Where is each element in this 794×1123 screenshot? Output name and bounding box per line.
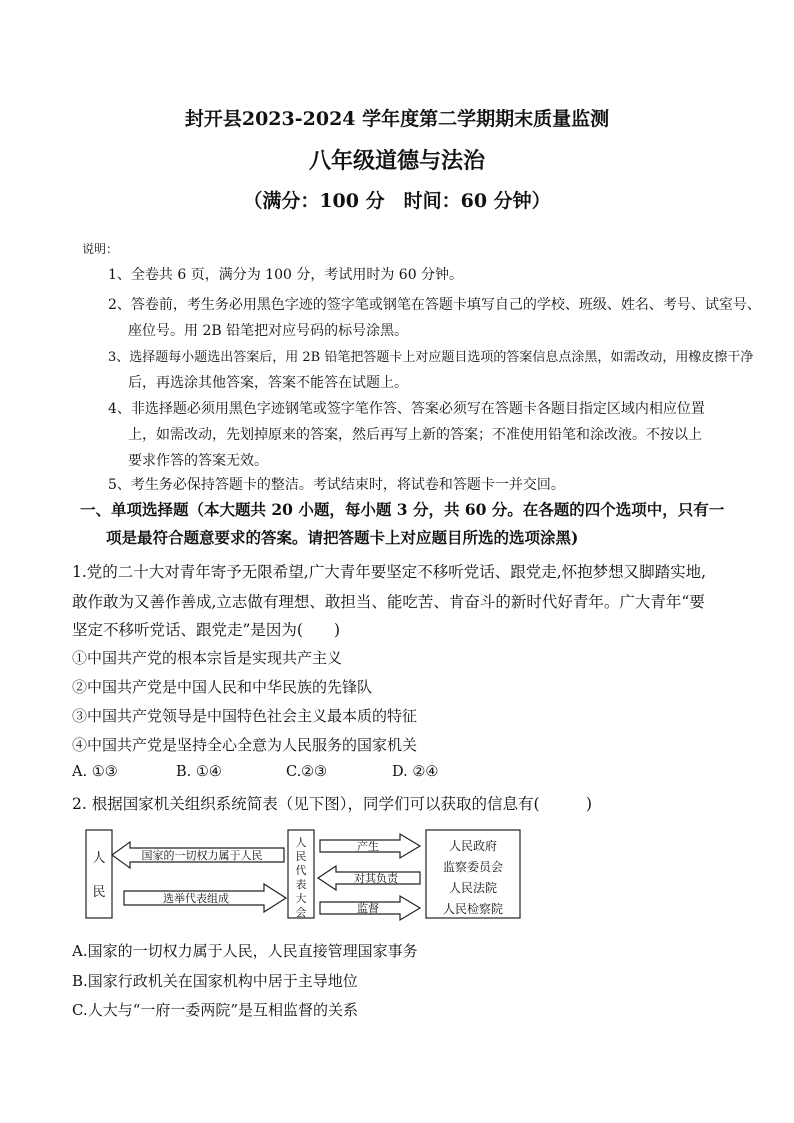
npc-char: 人 (295, 836, 307, 849)
q2-option-a: A.国家的一切权力属于人民，人民直接管理国家事务 (72, 942, 418, 960)
instruction-line: 2、答卷前，考生务必用黑色字迹的签字笔或钢笔在答题卡填写自己的学校、班级、姓名、考号、试室号、 (108, 297, 761, 313)
score-time: （满分：100 分 时间：60 分钟） (243, 190, 551, 212)
q2-option-c: C.人大与“一府一委两院”是互相监督的关系 (72, 1001, 359, 1019)
npc-char: 会 (295, 906, 307, 919)
people-char: 人 (92, 851, 106, 866)
responsible-arrow-label: 对其负责 (354, 872, 398, 885)
instructions-label: 说明： (82, 242, 119, 256)
npc-char: 民 (295, 850, 307, 863)
q1-statement: ②中国共产党是中国人民和中华民族的先锋队 (72, 678, 373, 696)
instruction-line: 3、选择题每小题选出答案后，用 2B 铅笔把答题卡上对应题目选项的答案信息点涂黑，如需改动，用橡皮擦干净 (108, 350, 754, 365)
power-arrow-label: 国家的一切权力属于人民 (141, 849, 263, 862)
instruction-line: 要求作答的答案无效。 (128, 453, 268, 469)
organ-label: 人民检察院 (442, 902, 504, 916)
exam-title: 封开县2023-2024 学年度第二学期期末质量监测 (184, 108, 610, 130)
npc-char: 代 (295, 864, 307, 877)
organ-label: 监察委员会 (442, 860, 504, 874)
q1-choice-c: C.②③ (286, 764, 328, 780)
people-char: 民 (92, 885, 106, 900)
exam-subject: 八年级道德与法治 (308, 148, 485, 174)
q1-statement: ①中国共产党的根本宗旨是实现共产主义 (72, 649, 343, 667)
organ-label: 人民法院 (448, 881, 498, 895)
people-box (86, 830, 112, 918)
q2-option-b: B.国家行政机关在国家机构中居于主导地位 (72, 972, 358, 990)
q1-stem-line: 敢作敢为又善作善成,立志做有理想、敢担当、能吃苦、肯奋斗的新时代好青年。广大青年“要 (72, 593, 705, 611)
state-organs-diagram (84, 826, 524, 926)
q1-choice-a: A. ①③ (72, 764, 118, 780)
q2-stem: 2. 根据国家机关组织系统简表（见下图），同学们可以获取的信息有( ) (72, 795, 593, 813)
elect-arrow-label: 选举代表组成 (163, 892, 229, 905)
organ-label: 人民政府 (448, 839, 498, 853)
instruction-line: 1、全卷共 6 页，满分为 100 分，考试用时为 60 分钟。 (108, 267, 464, 283)
produce-arrow-label: 产生 (357, 840, 379, 853)
instruction-line: 后，再选涂其他答案，答案不能答在试题上。 (128, 375, 408, 391)
section-heading: 一、单项选择题（本大题共 20 小题，每小题 3 分，共 60 分。在各题的四个选项中，只有一 (80, 500, 725, 519)
q1-statement: ④中国共产党是坚持全心全意为人民服务的国家机关 (72, 736, 418, 754)
instruction-line: 4、非选择题必须用黑色字迹钢笔或签字笔作答、答案必须写在答题卡各题目指定区域内相应位置 (108, 401, 705, 417)
npc-char: 大 (295, 892, 307, 905)
supervise-arrow-label: 监督 (357, 902, 379, 915)
instruction-line: 5、考生务必保持答题卡的整洁。考试结束时，将试卷和答题卡一并交回。 (108, 477, 565, 493)
q1-stem-line: 坚定不移听党话、跟党走”是因为( ) (72, 621, 341, 639)
instruction-line: 座位号。用 2B 铅笔把对应号码的标号涂黑。 (128, 323, 409, 339)
q1-stem-line: 1.党的二十大对青年寄予无限希望,广大青年要坚定不移听党话、跟党走,怀抱梦想又脚踏实地, (72, 563, 707, 581)
npc-char: 表 (295, 878, 307, 891)
q1-choice-d: D. ②④ (392, 764, 439, 780)
section-heading-cont: 项是最符合题意要求的答案。请把答题卡上对应题目所选的选项涂黑) (106, 528, 579, 547)
q1-statement: ③中国共产党领导是中国特色社会主义最本质的特征 (72, 707, 418, 725)
instruction-line: 上，如需改动，先划掉原来的答案，然后再写上新的答案；不准使用铅笔和涂改液。不按以上 (128, 427, 702, 443)
q1-choice-b: B. ①④ (176, 764, 222, 780)
